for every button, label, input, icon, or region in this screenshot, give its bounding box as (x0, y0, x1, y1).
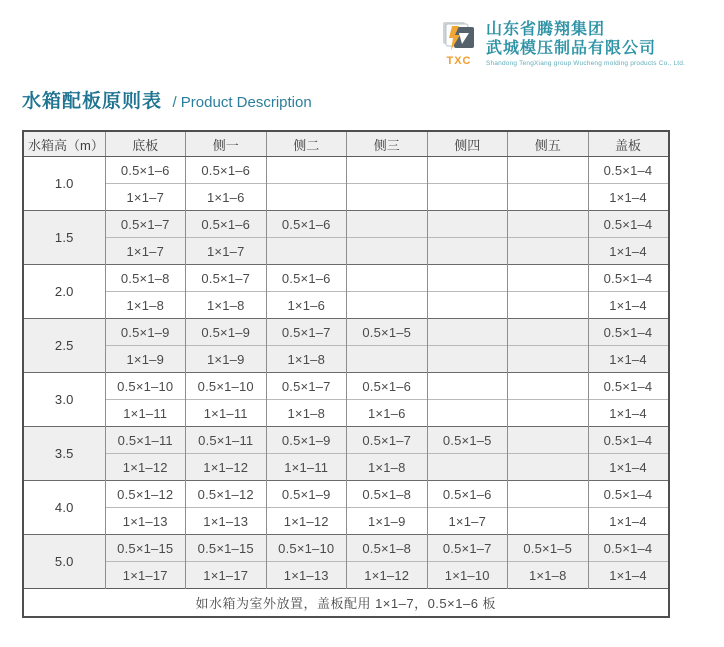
panel-spec-cell: 0.5×1–6 (105, 157, 186, 184)
panel-spec-cell: 1×1–4 (588, 184, 669, 211)
panel-spec-cell: 1×1–11 (266, 454, 347, 481)
panel-spec-cell: 1×1–12 (266, 508, 347, 535)
panel-spec-cell: 0.5×1–8 (347, 481, 428, 508)
panel-spec-cell: 0.5×1–6 (347, 373, 428, 400)
panel-spec-cell (427, 319, 508, 346)
panel-spec-cell: 1×1–17 (105, 562, 186, 589)
column-header-1: 底板 (105, 131, 186, 157)
column-header-4: 侧三 (347, 131, 428, 157)
panel-spec-cell: 0.5×1–8 (105, 265, 186, 292)
panel-spec-cell: 1×1–13 (266, 562, 347, 589)
company-logo (440, 20, 685, 67)
table-row (23, 373, 669, 400)
column-header-2: 侧一 (186, 131, 267, 157)
panel-spec-cell: 1×1–13 (105, 508, 186, 535)
column-header-5: 侧四 (427, 131, 508, 157)
panel-spec-cell: 0.5×1–9 (186, 319, 267, 346)
panel-spec-cell: 0.5×1–9 (266, 427, 347, 454)
panel-spec-cell: 1×1–6 (266, 292, 347, 319)
panel-spec-cell: 0.5×1–5 (347, 319, 428, 346)
panel-spec-cell: 0.5×1–11 (105, 427, 186, 454)
panel-spec-cell: 1×1–12 (186, 454, 267, 481)
panel-spec-cell (427, 346, 508, 373)
panel-spec-cell: 0.5×1–6 (427, 481, 508, 508)
column-header-7: 盖板 (588, 131, 669, 157)
table-row (23, 319, 669, 346)
table-row (23, 238, 669, 265)
panel-spec-cell (266, 157, 347, 184)
panel-spec-cell: 1×1–10 (427, 562, 508, 589)
panel-spec-cell: 0.5×1–6 (186, 157, 267, 184)
panel-spec-cell (266, 184, 347, 211)
panel-spec-cell: 1×1–9 (186, 346, 267, 373)
page-title-en: / Product Description (172, 94, 312, 111)
panel-spec-cell: 0.5×1–6 (186, 211, 267, 238)
table-row (23, 535, 669, 562)
tank-height-cell: 2.0 (23, 265, 105, 319)
panel-spec-cell: 0.5×1–4 (588, 265, 669, 292)
logo-mark (440, 20, 478, 67)
panel-spec-cell: 1×1–4 (588, 508, 669, 535)
panel-spec-cell (347, 346, 428, 373)
panel-spec-cell: 0.5×1–4 (588, 373, 669, 400)
panel-spec-cell: 0.5×1–10 (266, 535, 347, 562)
panel-spec-cell (427, 400, 508, 427)
panel-spec-cell: 1×1–6 (347, 400, 428, 427)
panel-spec-cell: 0.5×1–5 (508, 535, 589, 562)
panel-spec-cell: 0.5×1–4 (588, 211, 669, 238)
panel-spec-cell: 1×1–9 (105, 346, 186, 373)
panel-spec-cell: 1×1–17 (186, 562, 267, 589)
panel-spec-cell: 1×1–9 (347, 508, 428, 535)
panel-spec-cell: 1×1–6 (186, 184, 267, 211)
table-row (23, 427, 669, 454)
panel-spec-cell: 0.5×1–15 (105, 535, 186, 562)
panel-spec-cell: 0.5×1–4 (588, 535, 669, 562)
panel-spec-cell: 1×1–12 (347, 562, 428, 589)
panel-spec-cell: 1×1–12 (105, 454, 186, 481)
panel-spec-cell: 0.5×1–6 (266, 211, 347, 238)
logo-abbr-text: TXC (446, 55, 472, 67)
table-footnote: 如水箱为室外放置，盖板配用 1×1–7，0.5×1–6 板 (23, 589, 669, 618)
panel-spec-cell: 1×1–7 (105, 184, 186, 211)
product-table-wrapper (22, 130, 670, 618)
tank-height-cell: 3.0 (23, 373, 105, 427)
table-row (23, 562, 669, 589)
panel-spec-cell: 1×1–8 (186, 292, 267, 319)
company-name-line2: 武城模压制品有限公司 (486, 40, 657, 57)
panel-spec-cell (508, 427, 589, 454)
panel-spec-cell (427, 157, 508, 184)
panel-spec-cell: 0.5×1–11 (186, 427, 267, 454)
panel-spec-cell: 1×1–11 (105, 400, 186, 427)
table-row (23, 292, 669, 319)
txc-logo-icon (442, 20, 476, 54)
panel-spec-cell: 0.5×1–7 (266, 373, 347, 400)
panel-spec-cell (347, 157, 428, 184)
panel-spec-cell (427, 184, 508, 211)
tank-height-cell: 3.5 (23, 427, 105, 481)
tank-height-cell: 5.0 (23, 535, 105, 589)
product-table (22, 130, 670, 618)
panel-spec-cell (347, 184, 428, 211)
panel-spec-cell: 1×1–4 (588, 292, 669, 319)
column-header-6: 侧五 (508, 131, 589, 157)
table-row (23, 400, 669, 427)
tank-height-cell: 4.0 (23, 481, 105, 535)
company-name-english: Shandong TengXiang group Wucheng molding products Co., Ltd. (486, 60, 686, 67)
panel-spec-cell: 0.5×1–7 (266, 319, 347, 346)
panel-spec-cell: 0.5×1–8 (347, 535, 428, 562)
logo-text-block (486, 20, 685, 67)
table-footnote-row (23, 589, 669, 618)
tank-height-cell: 2.5 (23, 319, 105, 373)
panel-spec-cell: 0.5×1–4 (588, 319, 669, 346)
panel-spec-cell: 0.5×1–7 (347, 427, 428, 454)
panel-spec-cell (266, 238, 347, 265)
panel-spec-cell (508, 454, 589, 481)
panel-spec-cell (347, 211, 428, 238)
panel-spec-cell: 1×1–13 (186, 508, 267, 535)
panel-spec-cell: 1×1–7 (427, 508, 508, 535)
panel-spec-cell (347, 238, 428, 265)
panel-spec-cell: 1×1–7 (186, 238, 267, 265)
panel-spec-cell: 0.5×1–9 (105, 319, 186, 346)
table-row (23, 454, 669, 481)
panel-spec-cell (508, 346, 589, 373)
panel-spec-cell (508, 292, 589, 319)
panel-spec-cell: 0.5×1–4 (588, 157, 669, 184)
panel-spec-cell: 1×1–8 (508, 562, 589, 589)
panel-spec-cell: 0.5×1–5 (427, 427, 508, 454)
panel-spec-cell: 1×1–11 (186, 400, 267, 427)
table-row (23, 508, 669, 535)
panel-spec-cell: 0.5×1–15 (186, 535, 267, 562)
panel-spec-cell: 0.5×1–10 (105, 373, 186, 400)
panel-spec-cell (508, 508, 589, 535)
panel-spec-cell: 0.5×1–7 (427, 535, 508, 562)
panel-spec-cell: 0.5×1–6 (266, 265, 347, 292)
panel-spec-cell: 1×1–8 (266, 400, 347, 427)
panel-spec-cell: 1×1–8 (347, 454, 428, 481)
panel-spec-cell (427, 373, 508, 400)
panel-spec-cell (427, 454, 508, 481)
table-row (23, 211, 669, 238)
panel-spec-cell: 1×1–4 (588, 400, 669, 427)
panel-spec-cell: 0.5×1–7 (186, 265, 267, 292)
page-title-cn: 水箱配板原则表 (22, 91, 163, 112)
panel-spec-cell: 0.5×1–10 (186, 373, 267, 400)
panel-spec-cell: 0.5×1–4 (588, 427, 669, 454)
table-row (23, 481, 669, 508)
panel-spec-cell (427, 265, 508, 292)
table-row (23, 346, 669, 373)
panel-spec-cell (508, 211, 589, 238)
tank-height-cell: 1.0 (23, 157, 105, 211)
company-name-line1: 山东省腾翔集团 (486, 21, 606, 38)
panel-spec-cell: 1×1–4 (588, 454, 669, 481)
table-header-row (23, 131, 669, 157)
table-row (23, 184, 669, 211)
panel-spec-cell (427, 292, 508, 319)
panel-spec-cell (427, 238, 508, 265)
column-header-0: 水箱高（m） (23, 131, 105, 157)
panel-spec-cell (508, 400, 589, 427)
panel-spec-cell: 0.5×1–12 (186, 481, 267, 508)
panel-spec-cell (508, 157, 589, 184)
panel-spec-cell: 1×1–4 (588, 562, 669, 589)
table-row (23, 265, 669, 292)
panel-spec-cell (508, 184, 589, 211)
panel-spec-cell (347, 292, 428, 319)
panel-spec-cell (508, 319, 589, 346)
column-header-3: 侧二 (266, 131, 347, 157)
panel-spec-cell: 1×1–4 (588, 238, 669, 265)
table-row (23, 157, 669, 184)
panel-spec-cell (508, 373, 589, 400)
panel-spec-cell (508, 481, 589, 508)
panel-spec-cell: 1×1–4 (588, 346, 669, 373)
panel-spec-cell: 0.5×1–7 (105, 211, 186, 238)
panel-spec-cell (508, 265, 589, 292)
panel-spec-cell (347, 265, 428, 292)
panel-spec-cell: 1×1–8 (105, 292, 186, 319)
panel-spec-cell (427, 211, 508, 238)
page-title (22, 86, 312, 113)
panel-spec-cell: 0.5×1–12 (105, 481, 186, 508)
panel-spec-cell: 1×1–8 (266, 346, 347, 373)
panel-spec-cell: 0.5×1–9 (266, 481, 347, 508)
panel-spec-cell: 1×1–7 (105, 238, 186, 265)
panel-spec-cell (508, 238, 589, 265)
panel-spec-cell: 0.5×1–4 (588, 481, 669, 508)
tank-height-cell: 1.5 (23, 211, 105, 265)
